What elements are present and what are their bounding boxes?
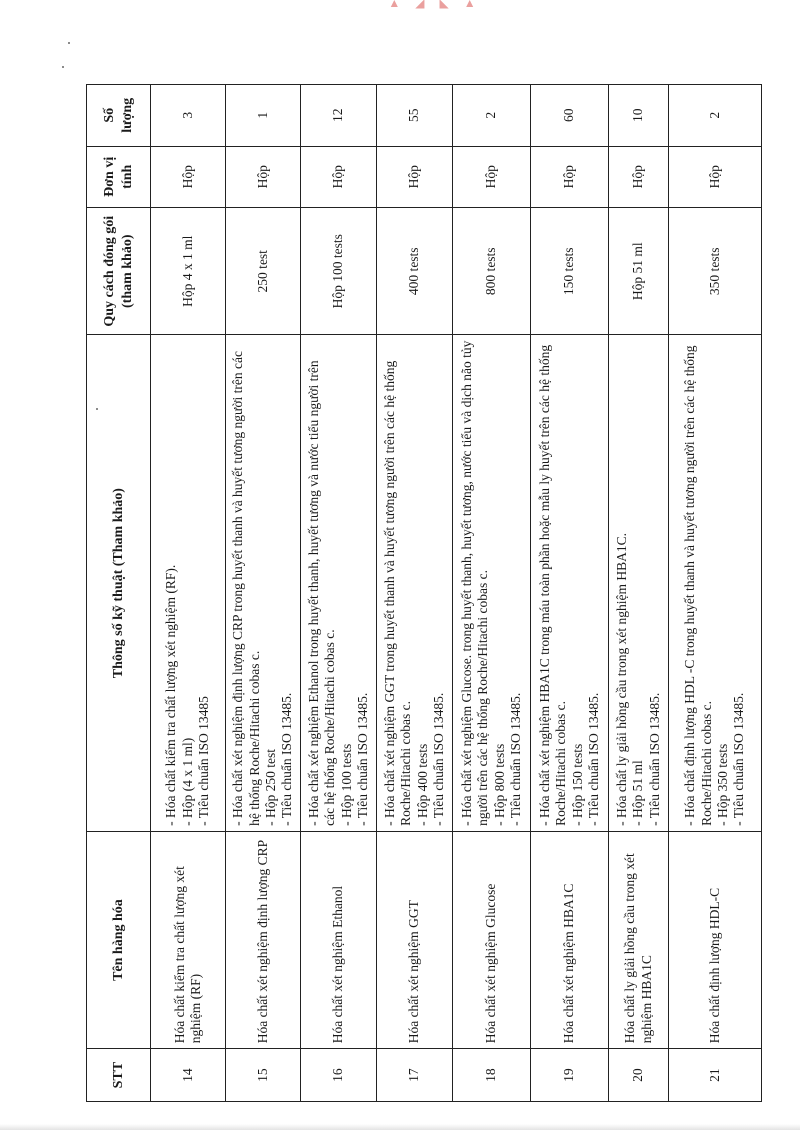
cell-name: Hóa chất ly giải hồng cầu trong xét nghiệm HBA1C <box>609 831 669 1048</box>
spec-line: - Hộp 51 ml <box>630 760 646 826</box>
table-row <box>151 85 226 1102</box>
cell-spec <box>151 335 226 831</box>
spec-line: - Hóa chất xét nghiệm định lượng CRP trong huyết thanh và huyết tương người trên các hệ thống Roche/Hitachi cobas c. <box>230 351 262 826</box>
cell-stt: 20 <box>609 1049 669 1102</box>
table-row <box>531 85 609 1102</box>
cell-spec <box>669 335 762 831</box>
header-name: Tên hàng hóa <box>87 831 151 1048</box>
cell-qty: 2 <box>669 85 762 147</box>
cell-qty: 55 <box>377 85 453 147</box>
spec-line: - Hộp 100 tests <box>338 743 354 826</box>
header-pack: Quy cách đóng gói (tham khảo) <box>87 208 151 335</box>
header-spec: Thông số kỹ thuật (Tham khảo) <box>87 335 151 831</box>
spec-line: - Hộp 150 tests <box>569 743 585 826</box>
cell-pack: 800 tests <box>453 208 531 335</box>
spec-line: - Tiêu chuẩn ISO 13485. <box>354 692 370 826</box>
spec-line: - Tiêu chuẩn ISO 13485 <box>196 696 212 826</box>
cell-pack: 350 tests <box>669 208 762 335</box>
cell-spec <box>453 335 531 831</box>
header-stt: STT <box>87 1049 151 1102</box>
header-qty: Số lượng <box>87 85 151 147</box>
cell-stt: 16 <box>301 1049 377 1102</box>
cell-stt: 15 <box>226 1049 301 1102</box>
cell-qty: 10 <box>609 85 669 147</box>
cell-name: Hóa chất xét nghiệm Glucose <box>453 831 531 1048</box>
scan-bottom-edge <box>0 1124 800 1130</box>
cell-pack: Hộp 100 tests <box>301 208 377 335</box>
table-row <box>377 85 453 1102</box>
spec-line: - Tiêu chuẩn ISO 13485. <box>731 692 747 826</box>
cell-spec <box>609 335 669 831</box>
goods-table <box>86 84 762 1102</box>
cell-qty: 1 <box>226 85 301 147</box>
cell-name: Hóa chất xét nghiệm định lượng CRP <box>226 831 301 1048</box>
red-stamp-fragment: ▲ ◢ ◣ ▲ <box>388 0 482 10</box>
cell-spec <box>377 335 453 831</box>
table-row <box>301 85 377 1102</box>
cell-unit: Hộp <box>226 146 301 208</box>
spec-line: - Hộp 400 tests <box>414 743 430 826</box>
cell-pack: 150 tests <box>531 208 609 335</box>
cell-spec <box>301 335 377 831</box>
cell-stt: 17 <box>377 1049 453 1102</box>
cell-stt: 14 <box>151 1049 226 1102</box>
cell-unit: Hộp <box>669 146 762 208</box>
rotated-page <box>86 84 761 1102</box>
table-row <box>453 85 531 1102</box>
cell-pack: Hộp 51 ml <box>609 208 669 335</box>
cell-name: Hóa chất kiểm tra chất lượng xét nghiệm (RF) <box>151 831 226 1048</box>
scan-speck <box>62 66 64 68</box>
cell-unit: Hộp <box>377 146 453 208</box>
cell-stt: 18 <box>453 1049 531 1102</box>
spec-line: - Tiêu chuẩn ISO 13485. <box>430 692 446 826</box>
cell-unit: Hộp <box>151 146 226 208</box>
cell-stt: 19 <box>531 1049 609 1102</box>
cell-qty: 3 <box>151 85 226 147</box>
spec-line: - Hóa chất xét nghiệm Glucose. trong huyết thanh, huyết tương, nước tiểu và dịch não tủy người trên các hệ thống Roche/Hitachi cobas c. <box>458 340 491 826</box>
table-row <box>609 85 669 1102</box>
cell-pack: 400 tests <box>377 208 453 335</box>
spec-line: - Hóa chất định lượng HDL -C trong huyết thanh và huyết tương người trên các hệ thống Roche/Hitachi cobas c. <box>682 345 714 826</box>
cell-name: Hóa chất xét nghiệm Ethanol <box>301 831 377 1048</box>
cell-unit: Hộp <box>453 146 531 208</box>
scan-speck <box>68 42 70 44</box>
table-header-row <box>87 85 151 1102</box>
spec-line: - Hộp 800 tests <box>491 743 507 826</box>
cell-stt: 21 <box>669 1049 762 1102</box>
cell-name: Hóa chất định lượng HDL-C <box>669 831 762 1048</box>
spec-line: - Tiêu chuẩn ISO 13485. <box>279 692 295 826</box>
cell-unit: Hộp <box>301 146 377 208</box>
cell-name: Hóa chất xét nghiệm GGT <box>377 831 453 1048</box>
cell-spec <box>226 335 301 831</box>
cell-pack: Hộp 4 x 1 ml <box>151 208 226 335</box>
cell-unit: Hộp <box>609 146 669 208</box>
cell-pack: 250 test <box>226 208 301 335</box>
cell-qty: 12 <box>301 85 377 147</box>
cell-qty: 2 <box>453 85 531 147</box>
spec-line: - Hóa chất xét nghiệm Ethanol trong huyết thanh, huyết tương và nước tiểu người trên các hệ thống Roche/Hitachi cobas c. <box>305 360 338 826</box>
table-row <box>669 85 762 1102</box>
spec-line: - Tiêu chuẩn ISO 13485. <box>646 692 662 826</box>
cell-name: Hóa chất xét nghiệm HBA1C <box>531 831 609 1048</box>
spec-line: - Hóa chất xét nghiệm GGT trong huyết thanh và huyết tương người trên các hệ thống Roche/Hitachi cobas c. <box>381 360 414 826</box>
table-row <box>226 85 301 1102</box>
cell-qty: 60 <box>531 85 609 147</box>
cell-unit: Hộp <box>531 146 609 208</box>
header-unit: Đơn vị tính <box>87 146 151 208</box>
spec-line: - Tiêu chuẩn ISO 13485. <box>507 692 523 826</box>
spec-line: - Hóa chất kiểm tra chất lượng xét nghiệm (RF). <box>163 564 179 826</box>
spec-line: - Hóa chất xét nghiệm HBA1C trong máu toàn phần hoặc mẫu ly huyết trên các hệ thống Roche/Hitachi cobas c. <box>536 344 569 826</box>
spec-line: - Hóa chất ly giải hồng cầu trong xét nghiệm HBA1C. <box>613 533 629 826</box>
spec-line: - Tiêu chuẩn ISO 13485. <box>585 692 601 826</box>
spec-line: - Hộp (4 x 1 ml) <box>179 737 195 826</box>
spec-line: - Hộp 350 tests <box>715 743 730 826</box>
spec-line: - Hộp 250 test <box>263 748 278 826</box>
cell-spec <box>531 335 609 831</box>
